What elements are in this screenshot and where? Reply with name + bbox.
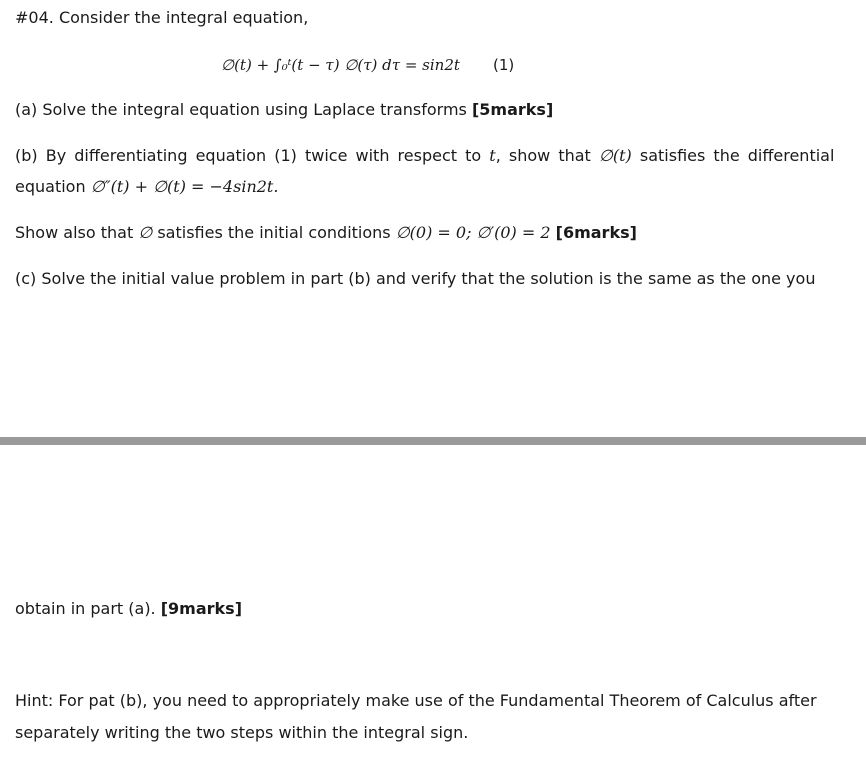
part-c-continuation: obtain in part (a). bbox=[15, 599, 156, 618]
part-b-line-2 bbox=[15, 177, 278, 197]
conditions-mid-text: satisfies the initial conditions bbox=[157, 223, 391, 242]
part-a-marks: [5marks] bbox=[471, 100, 554, 119]
part-b-function: ∅(t) bbox=[598, 146, 632, 165]
part-c-marks: [9marks] bbox=[160, 599, 243, 618]
conditions-variable: ∅ bbox=[138, 223, 153, 242]
part-b-text: (b) By differentiating equation (1) twice with respect to bbox=[15, 146, 482, 165]
hint-text: Hint: For pat (b), you need to appropriately make use of the Fundamental Theorem of Calculus after bbox=[15, 691, 817, 710]
part-b-marks: [6marks] bbox=[555, 223, 637, 242]
initial-conditions bbox=[15, 223, 637, 243]
part-c-text: (c) Solve the initial value problem in part (b) and verify that the solution is the same as the one you bbox=[15, 269, 816, 288]
hint-text-continued: separately writing the two steps within the integral sign. bbox=[15, 723, 469, 742]
equation-body: ∅(t) + ∫₀ᵗ(t − τ) ∅(τ) dτ = sin2t bbox=[221, 56, 460, 74]
part-b-line-1 bbox=[15, 146, 834, 166]
page-divider bbox=[0, 437, 866, 445]
part-b-mid-text: , show that bbox=[495, 146, 591, 165]
part-c-line-1 bbox=[15, 269, 815, 289]
part-c-line-2 bbox=[15, 599, 242, 619]
differential-equation: ∅″(t) + ∅(t) = −4sin2t. bbox=[90, 177, 279, 196]
integral-equation bbox=[221, 54, 514, 76]
hint-line-1 bbox=[15, 691, 817, 711]
part-b-equation-label: equation bbox=[15, 177, 86, 196]
question-title-text: #04. Consider the integral equation, bbox=[15, 8, 309, 27]
part-b-end-text: satisfies the differential bbox=[639, 146, 835, 165]
equation-number: (1) bbox=[493, 56, 515, 74]
part-a-text: (a) Solve the integral equation using Laplace transforms bbox=[15, 100, 467, 119]
part-a bbox=[15, 100, 553, 120]
conditions-math: ∅(0) = 0; ∅′(0) = 2 bbox=[395, 223, 551, 242]
part-b-variable: t bbox=[489, 146, 496, 165]
conditions-text: Show also that bbox=[15, 223, 134, 242]
hint-line-2 bbox=[15, 723, 468, 743]
question-title bbox=[15, 8, 308, 28]
